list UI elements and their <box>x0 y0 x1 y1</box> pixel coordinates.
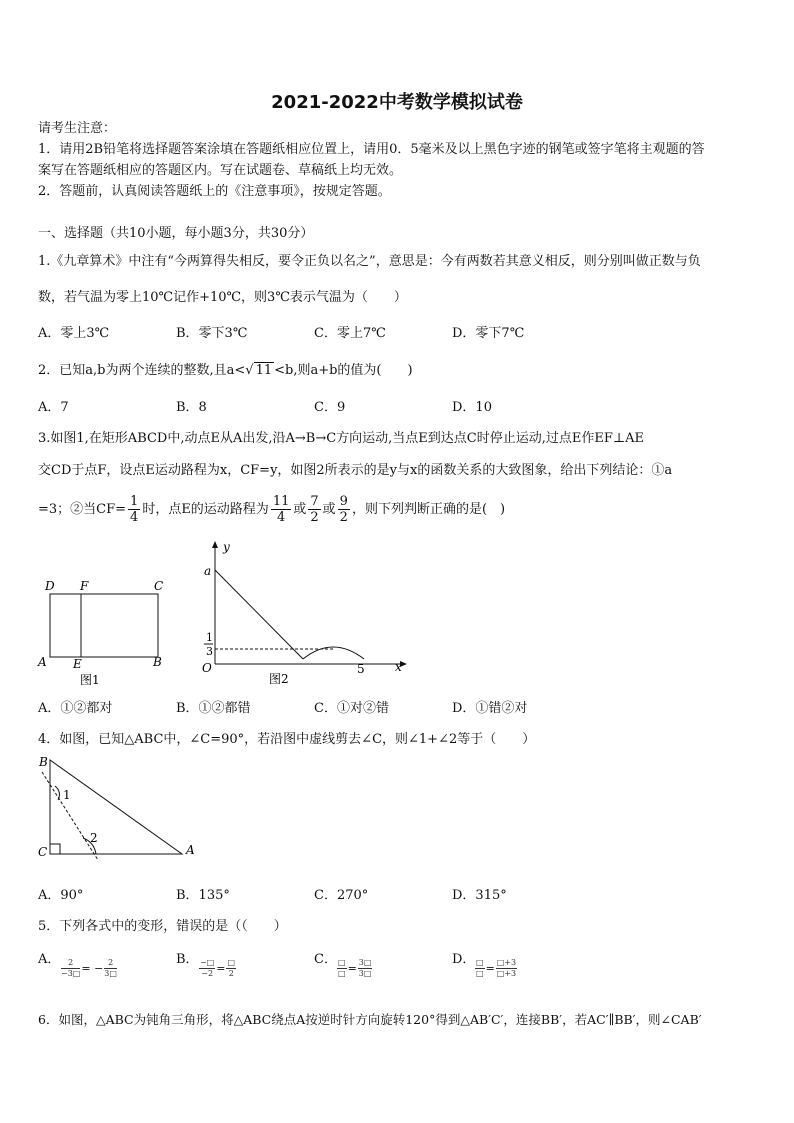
q4-stem: 4．如图，已知△ABC中，∠C=90°，若沿图中虚线剪去∠C，则∠1+∠2等于（ ） <box>38 732 536 747</box>
fraction-1-4: $\frac{1}{4}$ <box>130 494 139 525</box>
q3-option-c: C．①对②错 <box>314 701 389 716</box>
label-e: E <box>73 657 82 671</box>
label-c: C <box>38 845 48 859</box>
q2-option-a: A．7 <box>38 400 69 415</box>
q2-prefix: 2．已知a,b为两个连续的整数,且a< <box>38 363 246 378</box>
page-title: 2021-2022中考数学模拟试卷 <box>271 92 523 113</box>
label-one-third-denominator: 3 <box>206 645 213 658</box>
q5-option-b-label: B． <box>176 952 199 967</box>
notice-block <box>38 118 758 202</box>
q3-line3c: ，则下列判断正确的是( ) <box>351 502 506 517</box>
label-a: A <box>186 843 195 857</box>
label-one-third-numerator: 1 <box>206 631 213 644</box>
q6-stem: 6．如图，△ABC为钝角三角形，将△ABC绕点A按逆时针方向旋转120°得到△AB′C′，连接BB′，若AC′∥BB′，则∠CAB′ <box>38 1012 702 1027</box>
q3-figure-2 <box>196 538 412 688</box>
q5-option-c-expression: □ □ = $\frac{3□}{3□}$ <box>338 958 372 978</box>
q4-option-d: D．315° <box>452 888 507 903</box>
notice-item-2: 2．答题前，认真阅读答题纸上的《注意事项》，按规定答题。 <box>38 184 391 199</box>
q1-option-c: C．零上7℃ <box>314 326 386 341</box>
q5-stem: 5．下列各式中的变形，错误的是（（ ） <box>38 919 287 934</box>
label-angle-2: 2 <box>90 831 98 845</box>
label-y: y <box>223 540 230 554</box>
q5-option-d-label: D． <box>452 952 476 967</box>
q4-figure-triangle <box>34 752 204 864</box>
label-five: 5 <box>357 662 365 676</box>
q3-line2: 交CD于点F，设点E运动路程为x，CF=y，如图2所表示的是y与x的函数关系的大致图象，给出下列结论：①a <box>38 463 673 478</box>
notice-heading: 请考生注意： <box>38 121 117 136</box>
label-a-axis: a <box>204 564 212 578</box>
q3-line1: 3.如图1,在矩形ABCD中,动点E从A出发,沿A→B→C方向运动,当点E到达点C时停止运动,过点E作EF⊥AE <box>38 431 644 446</box>
q5-option-a-expression: $\frac{2}{-3□}$ = − $\frac{2}{3□}$ <box>61 958 117 978</box>
q1-line2: 数，若气温为零上10℃记作+10℃，则3℃表示气温为（ ） <box>38 290 407 305</box>
y-axis-arrow <box>212 541 218 548</box>
notice-item-1b: 案写在答题纸相应的答题区内。写在试题卷、草稿纸上均无效。 <box>38 163 403 178</box>
label-b: B <box>39 755 48 769</box>
q5-option-b-expression: −□ −2 = □ 2 <box>200 958 236 978</box>
fraction-11-4: $\frac{11}{4}$ <box>272 494 290 525</box>
q3-line3b: 时，点E的运动路程为 <box>142 502 269 517</box>
or-text: 或 <box>322 502 336 517</box>
figure-1-caption: 图1 <box>80 673 100 687</box>
q2-option-c: C．9 <box>314 400 346 415</box>
q1-line1: 1.《九章算术》中注有“今两算得失相反，要令正负以名之”，意思是：今有两数若其意义相反，则分别叫做正数与负 <box>38 254 701 269</box>
label-b: B <box>153 655 162 669</box>
or-text: 或 <box>293 502 307 517</box>
q4-option-b: B．135° <box>176 888 230 903</box>
label-c: C <box>154 579 164 593</box>
graph-line <box>215 570 303 659</box>
rectangle-abcd <box>50 594 158 657</box>
q1-option-a: A．零上3℃ <box>38 326 110 341</box>
q4-option-c: C．270° <box>314 888 369 903</box>
q2-stem <box>38 359 413 378</box>
right-angle-mark <box>50 844 60 854</box>
figure-2-caption: 图2 <box>269 672 289 686</box>
q3-option-a: A．①②都对 <box>38 701 113 716</box>
q3-line3 <box>38 494 505 525</box>
q2-radicand: 11 <box>255 363 273 378</box>
label-f: F <box>80 579 89 593</box>
label-x: x <box>395 660 402 674</box>
q4-option-a: A．90° <box>38 888 84 903</box>
sqrt-sign: √ <box>245 363 254 378</box>
label-origin: O <box>202 661 212 675</box>
q2-option-b: B．8 <box>176 400 207 415</box>
label-angle-1: 1 <box>63 788 71 802</box>
label-a: A <box>38 655 47 669</box>
fraction-9-2: $\frac{9}{2}$ <box>339 494 348 525</box>
label-d: D <box>45 579 55 593</box>
q3-line3a: =3；②当CF= <box>38 502 127 517</box>
q3-option-d: D．①错②对 <box>452 701 528 716</box>
section-heading: 一、选择题（共10小题，每小题3分，共30分） <box>38 226 314 241</box>
fraction-7-2: $\frac{7}{2}$ <box>310 494 319 525</box>
q3-figure-1 <box>34 574 174 690</box>
triangle-abc <box>50 760 182 854</box>
q2-option-d: D．10 <box>452 400 492 415</box>
q1-option-d: D．零下7℃ <box>452 326 525 341</box>
q5-option-c-label: C． <box>314 952 337 967</box>
notice-item-1a: 1．请用2B铅笔将选择题答案涂填在答题纸相应位置上，请用0．5毫米及以上黑色字迹的钢笔或签字笔将主观题的答 <box>38 142 705 157</box>
q1-option-b: B．零下3℃ <box>176 326 248 341</box>
q2-suffix: <b,则a+b的值为( ) <box>274 363 413 378</box>
q5-option-d-expression: □ □ = $\frac{□+3}{□+3}$ <box>476 958 517 978</box>
q5-option-a-label: A． <box>38 952 61 967</box>
q3-option-b: B．①②都错 <box>176 701 251 716</box>
